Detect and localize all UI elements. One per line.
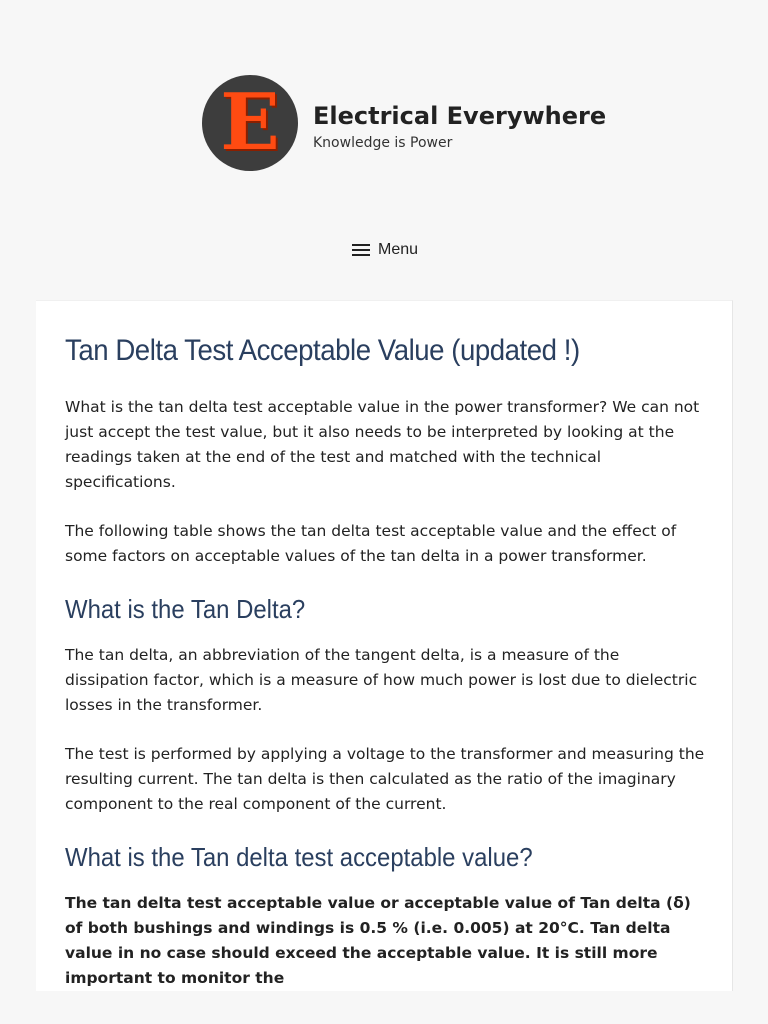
intro-paragraph-2: The following table shows the tan delta test acceptable value and the effect of some factors on acceptable values of the tan delta in a power transformer. xyxy=(65,522,677,565)
section-heading-acceptable-value: What is the Tan delta test acceptable value? xyxy=(65,842,533,872)
menu-label: Menu xyxy=(378,241,419,258)
article-content xyxy=(65,331,705,991)
article-title: Tan Delta Test Acceptable Value (updated !) xyxy=(65,334,580,367)
site-tagline: Knowledge is Power xyxy=(313,135,453,151)
section1-paragraph-2: The test is performed by applying a voltage to the transformer and measuring the resulting current. The tan delta is then calculated as the ratio of the imaginary component to the real component of the current. xyxy=(65,745,705,813)
intro-paragraph-1: What is the tan delta test acceptable value in the power transformer? We can not just accept the test value, but it also needs to be interpreted by looking at the readings taken at the end of the test and matched with the technical specifications. xyxy=(65,398,700,491)
site-logo[interactable] xyxy=(202,75,298,171)
article-card xyxy=(36,300,733,991)
hamburger-icon xyxy=(352,243,370,257)
site-title[interactable]: Electrical Everywhere xyxy=(313,102,607,130)
menu-toggle-button[interactable] xyxy=(352,238,418,262)
section2-bold-paragraph: The tan delta test acceptable value or acceptable value of Tan delta (δ) of both bushings and windings is 0.5 % (i.e. 0.005) at 20°C. Tan delta value in no case should exceed the acceptable value. It is still more important to monitor the xyxy=(65,894,691,987)
logo-letter: E xyxy=(220,77,280,168)
section-heading-tan-delta: What is the Tan Delta? xyxy=(65,594,306,624)
site-header xyxy=(0,0,768,300)
section1-paragraph-1: The tan delta, an abbreviation of the tangent delta, is a measure of the dissipation factor, which is a measure of how much power is lost due to dielectric losses in the transformer. xyxy=(65,646,698,714)
